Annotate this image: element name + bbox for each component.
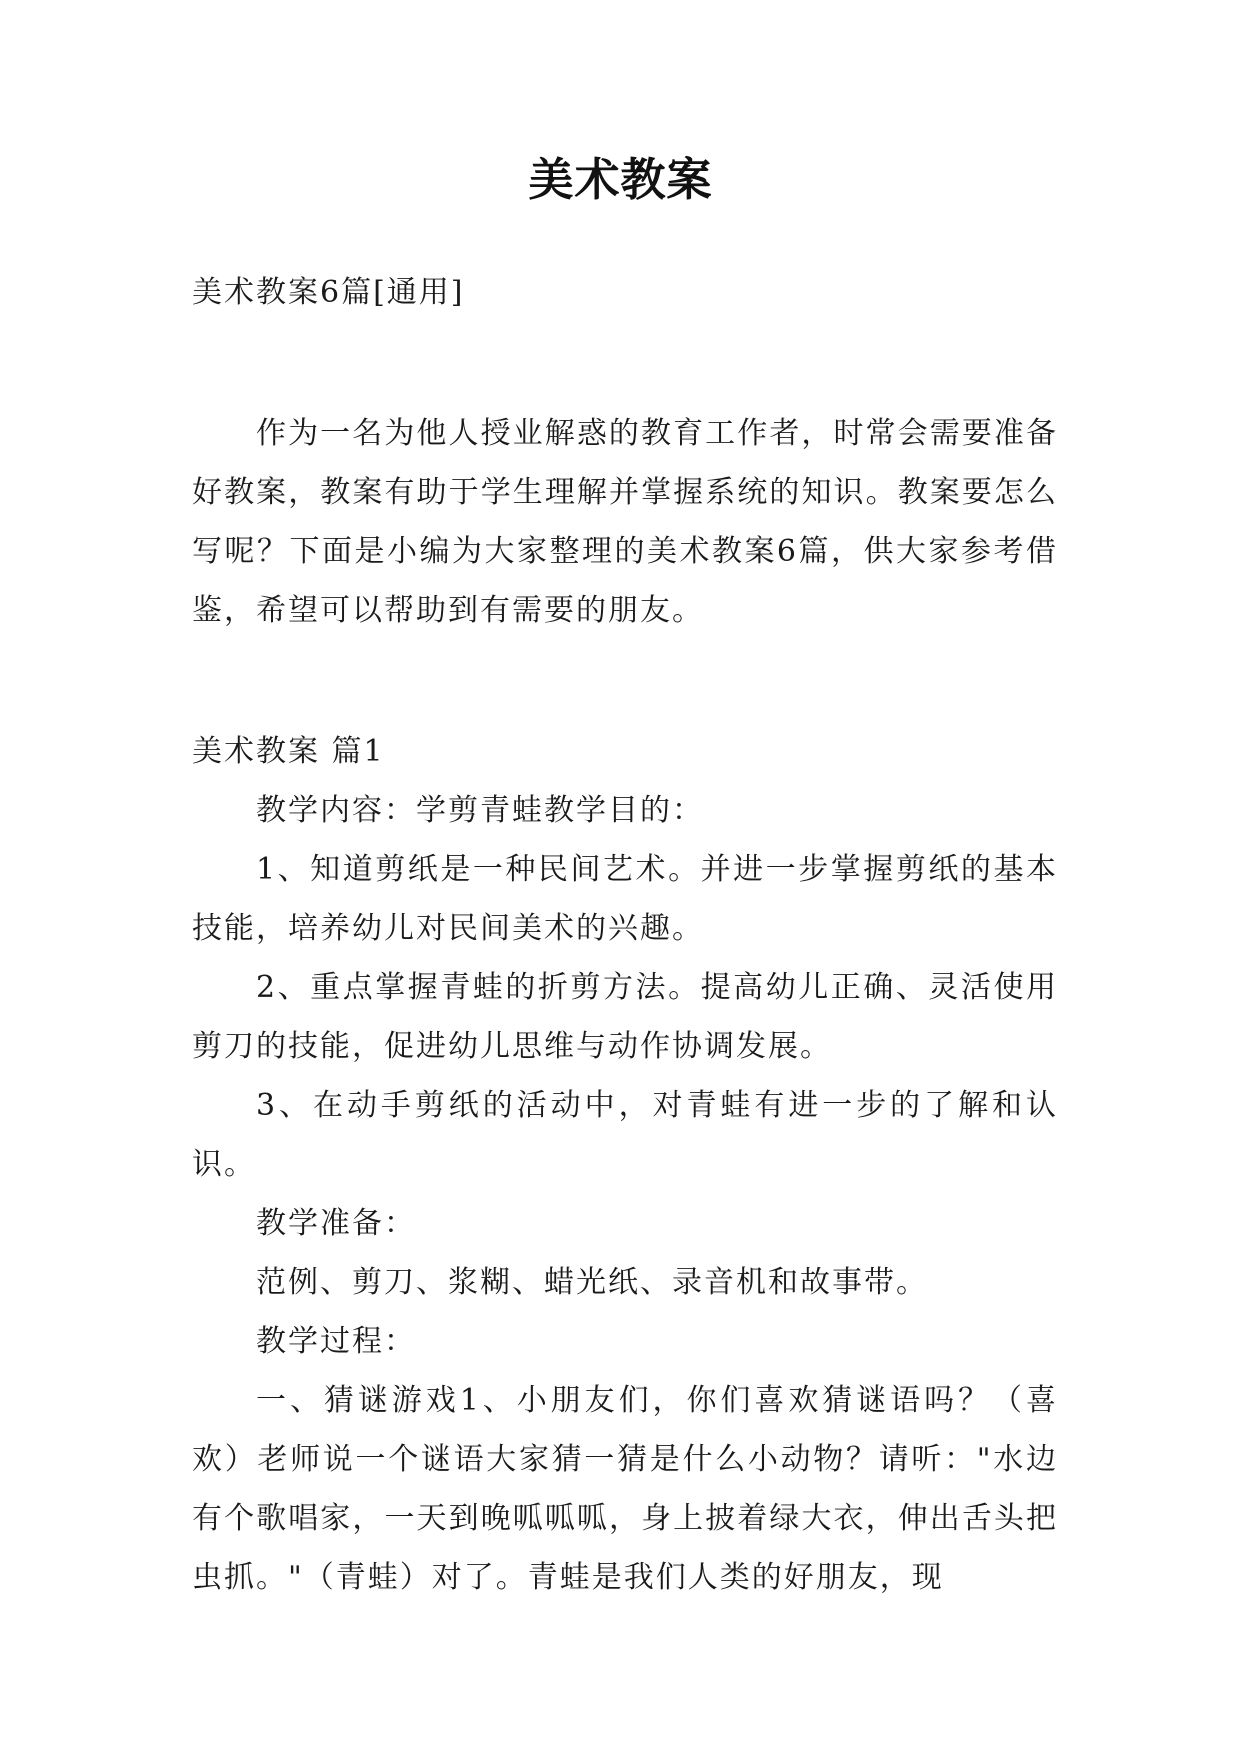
document-subtitle: 美术教案6篇[通用] [192,275,465,310]
document-body [192,263,1058,1607]
paragraph-riddle-game: 一、猜谜游戏1、小朋友们，你们喜欢猜谜语吗？（喜欢）老师说一个谜语大家猜一猜是什么小动物？请听："水边有个歌唱家，一天到晚呱呱呱，身上披着绿大衣，伸出舌头把虫抓。"（青蛙）对了。青蛙是我们人类的好朋友，现 [192,1383,1058,1595]
spacer [192,640,1058,722]
paragraph-teaching-content: 教学内容：学剪青蛙教学目的： [256,793,704,828]
intro-paragraph: 作为一名为他人授业解惑的教育工作者，时常会需要准备好教案，教案有助于学生理解并掌握系统的知识。教案要怎么写呢？下面是小编为大家整理的美术教案6篇，供大家参考借鉴，希望可以帮助到有需要的朋友。 [192,416,1058,628]
spacer [192,322,1058,404]
paragraph-objective-1: 1、知道剪纸是一种民间艺术。并进一步掌握剪纸的基本技能，培养幼儿对民间美术的兴趣。 [192,852,1058,946]
paragraph-preparation-heading: 教学准备： [256,1206,416,1241]
paragraph-materials: 范例、剪刀、浆糊、蜡光纸、录音机和故事带。 [256,1265,928,1300]
paragraph-process-heading: 教学过程： [256,1324,416,1359]
document-title: 美术教案 [528,153,713,206]
section-heading: 美术教案 篇1 [192,734,385,769]
paragraph-objective-3: 3、在动手剪纸的活动中，对青蛙有进一步的了解和认识。 [192,1088,1058,1182]
paragraph-objective-2: 2、重点掌握青蛙的折剪方法。提高幼儿正确、灵活使用剪刀的技能，促进幼儿思维与动作协调发展。 [192,970,1058,1064]
